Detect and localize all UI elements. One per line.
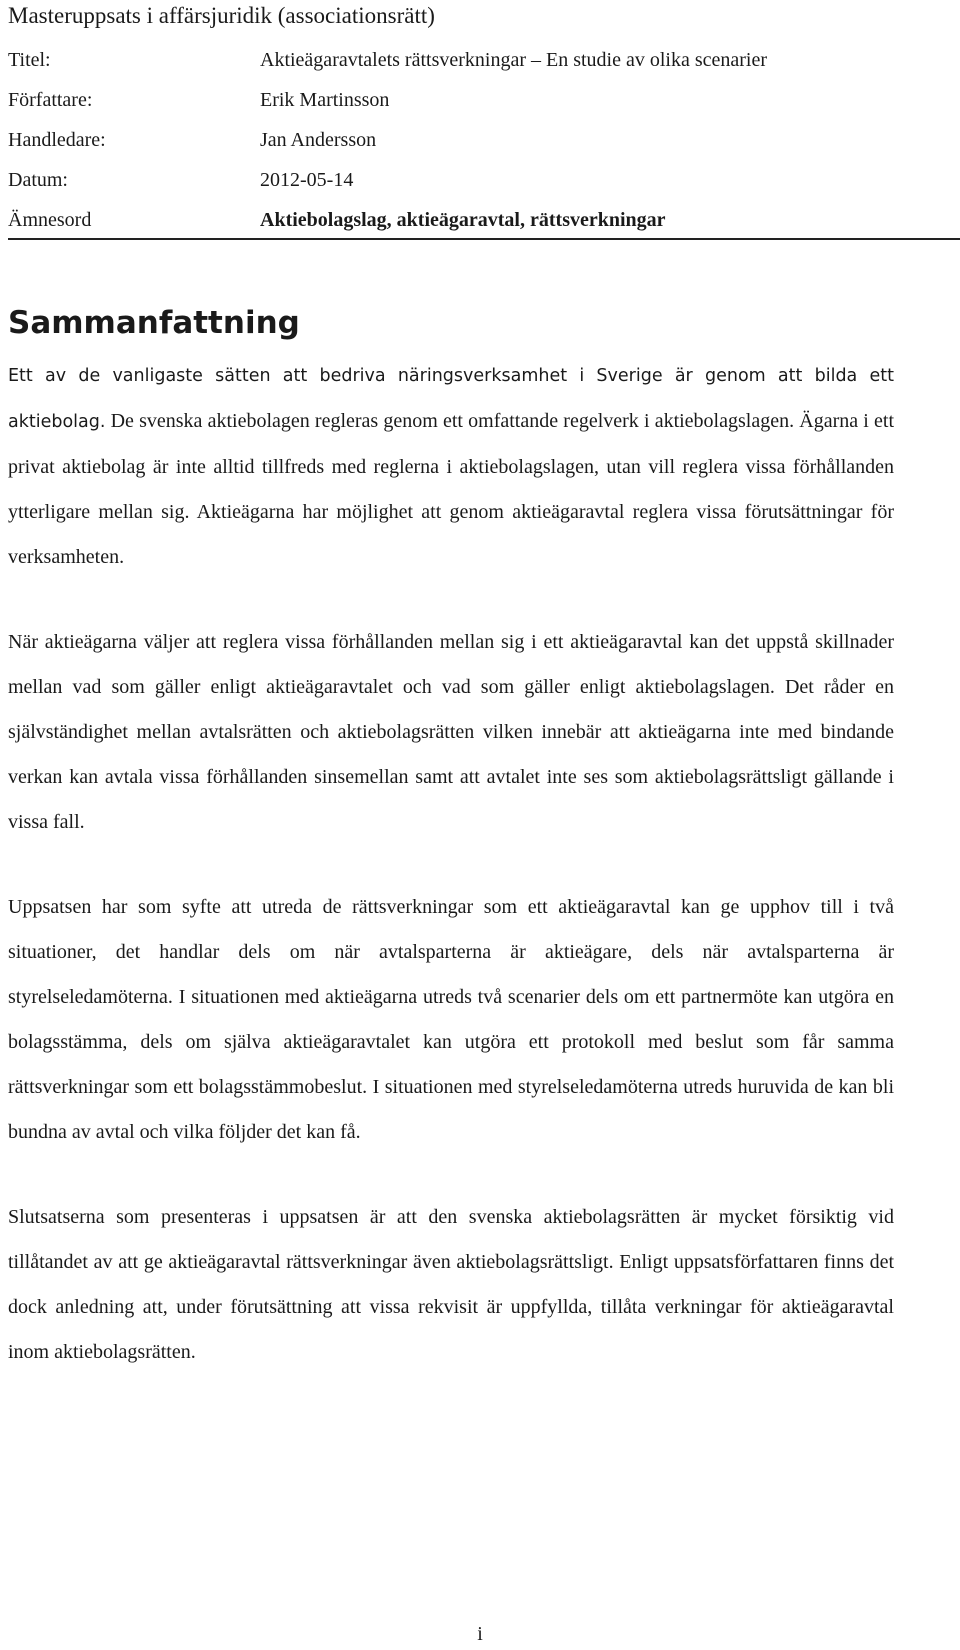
paragraph-4: Slutsatserna som presenteras i uppsatsen är att den svenska aktiebolagsrätten är mycket försiktig vid tillåtandet av att ge aktieägaravtal rättsverkningar även aktiebolagsrättsligt. Enligt uppsatsförfattaren finns det dock anledning att, under förutsättning att vissa rekvisit är uppfyllda, tillåta verkningar för aktieägaravtal inom aktiebolagsrätten. [8, 1206, 894, 1363]
meta-label: Datum: [8, 169, 68, 191]
document-title: Masteruppsats i affärsjuridik (associationsrätt) [8, 3, 435, 28]
meta-value: 2012-05-14 [260, 169, 354, 191]
meta-label: Titel: [8, 49, 51, 71]
paragraph-2: När aktieägarna väljer att reglera vissa förhållanden mellan sig i ett aktieägaravtal kan det uppstå skillnader mellan vad som gäller enligt aktieägaravtalet och vad som gäller enligt aktiebolagslagen. Det råder en självständighet mellan avtalsrätten och aktiebolagsrätten vilken innebär att aktieägarna inte med bindande verkan kan avtala vissa förhållanden sinsemellan samt att avtalet inte ses som aktiebolagsrättsligt gällande i vissa fall. [8, 631, 894, 833]
meta-label: Ämnesord [8, 209, 92, 231]
meta-value: Aktiebolagslag, aktieägaravtal, rättsverkningar [260, 209, 666, 231]
meta-row-date [8, 160, 960, 200]
page-number: i [477, 1623, 483, 1645]
meta-row-author [8, 80, 960, 120]
meta-row-keywords [8, 200, 960, 240]
section-heading: Sammanfattning [8, 305, 300, 341]
meta-row-title [8, 40, 960, 80]
meta-label: Författare: [8, 89, 93, 111]
summary-body [8, 353, 894, 1415]
metadata-table [8, 40, 960, 240]
meta-label: Handledare: [8, 129, 106, 151]
meta-value: Erik Martinsson [260, 89, 390, 111]
paragraph-1-lead: Ett av de vanligaste sätten att bedriva näringsverksamhet i Sverige är genom att bilda ett aktiebolag. [8, 366, 894, 432]
divider [8, 238, 960, 240]
meta-value: Jan Andersson [260, 129, 377, 151]
paragraph-3: Uppsatsen har som syfte att utreda de rättsverkningar som ett aktieägaravtal kan ge upphov till i två situationer, det handlar dels om när avtalsparterna är aktieägare, dels när avtalsparterna är styrelseledamöterna. I situationen med aktieägarna utreds två scenarier dels om ett partnermöte kan utgöra en bolagsstämma, dels om själva aktieägaravtalet kan utgöra ett protokoll med beslut som får samma rättsverkningar som ett bolagsstämmobeslut. I situationen med styrelseledamöterna utreds huruvida de kan bli bundna av avtal och vilka följder det kan få. [8, 896, 894, 1143]
meta-row-supervisor [8, 120, 960, 160]
meta-value: Aktieägaravtalets rättsverkningar – En studie av olika scenarier [260, 49, 768, 71]
paragraph-1 [8, 353, 894, 580]
paragraph-1-rest: De svenska aktiebolagen regleras genom ett omfattande regelverk i aktiebolagslagen. Ägarna i ett privat aktiebolag är inte alltid tillfreds med reglerna i aktiebolagslagen, utan vill reglera vissa förhållanden ytterligare mellan sig. Aktieägarna har möjlighet att genom aktieägaravtal reglera vissa förutsättningar för verksamheten. [8, 410, 894, 568]
